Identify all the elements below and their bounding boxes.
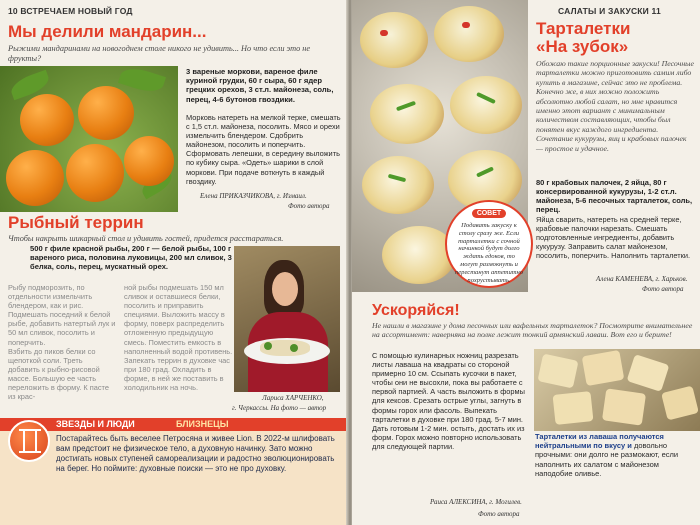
author-tartlets: Алена КАМЕНЕВА, г. Харьков. [596, 275, 688, 283]
horoscope-heading-bar [0, 418, 348, 431]
horoscope-text: Постарайтесь быть веселее Петросяна и живее Lion. В 2022-м шлифовать вам предстоит не физическое тело, а духовную начинку. Зато можно достигать новых ступеней самореализации и радостно эволюционировать на берег. Но поймите: духовные поиски — это не про духовку. [56, 434, 335, 473]
article-lead-mandarin: Рыжими мандаринами на новогоднем столе никого не удивить... Но что если это не фрукты? [8, 44, 311, 63]
horoscope-heading-sign: БЛИЗНЕЦЫ [176, 419, 229, 429]
article-lead-terrine: Чтобы накрыть шикарный стол и удивить гостей, придется расстараться. [8, 234, 284, 243]
left-page [0, 0, 348, 525]
author-photo [234, 246, 340, 392]
author-speedup: Раиса АЛЕКСИНА, г. Могилев. [430, 498, 522, 506]
article-title-terrine: Рыбный террин [8, 213, 144, 232]
article-lead-speedup: Не нашли в магазине у дома песочных или вафельных тарталеток? Посмотрите внимательнее на ассортимент: наверняка на полке лежит тонкий армянский лаваш. Вот его и берите! [372, 321, 693, 340]
horoscope-heading-left: ЗВЕЗДЫ И ЛЮДИ [56, 419, 135, 429]
article-title-mandarin: Мы делили мандарин... [8, 22, 207, 41]
lavash-note-bold: Тарталетки из лаваша получаются нейтральными по вкусу и [535, 432, 664, 451]
advice-bubble [445, 200, 533, 288]
recipe-text-terrine-col1: Рыбу подморозить, по отдельности измельчить блендером, как и рис. Подмешать поседний к белой рыбе, добавить натертый лук и 50 мл сливок, посолить и поперчить. Взбить до пиков белки со щепоткой соли. Треть добавить к рыбно-рисовой массе. Большую ее часть переложить в форму. К пасте из крас- [8, 283, 116, 402]
recipe-text-tartlets: Яйца сварить, натереть на средней терке, крабовые палочки нарезать. Смешать подготовленные ингредиенты, добавить кукурузу. Заправить салат майонезом, посолить, поперчить. Наполнить тарталетки. [536, 215, 691, 261]
advice-tag: СОВЕТ [472, 209, 506, 218]
article-title-tartlets-line2: «На зубок» [536, 37, 629, 56]
recipe-text-mandarin: Морковь натереть на мелкой терке, смешать с 1,5 ст.л. майонеза, посолить. Мясо и орехи измельчить блендером. Сдобрить майонезом, посолить и поперчить. Сформовать лепешки, в середину выложить по кубику сыра. «Одеть» шарики в слой моркови. При подаче воткнуть в каждый гвоздику. [186, 113, 341, 186]
advice-text: Подавать закуску к столу сразу же. Если тарталетки с сочной начинкой будут долго ждать едоков, то могут размокнуть и перестанут аппетитно похрустывать. [454, 222, 524, 284]
author-mandarin: Елена ПРИКАЗЧИКОВА, г. Измаил. [200, 192, 307, 200]
photo-credit-tartlets: Фото автора [642, 285, 684, 293]
ingredients-tartlets: 80 г крабовых палочек, 2 яйца, 80 г консервированной кукурузы, 1-2 ст.л. майонеза, 5-6 песочных тарталеток, соль, перец. [536, 178, 693, 215]
photo-credit-mandarin: Фото автора [288, 202, 330, 210]
recipe-text-speedup: С помощью кулинарных ножниц разрезать листы лаваша на квадраты со стороной примерно 10 см. Ссыпать кусочки в пакет, чтобы они не высохли, пока вы работаете с первой партией. А часть выложить в формы для кексов. Срезать острые углы, загнуть в формы горох или фасоль. Выпекать тарталетки в духовке при 180 град. 5-7 мин. Дать готовым 1-2 мин. остыть, достать их из форм. Горох можно повторно использовать для следующей партии. [372, 351, 525, 451]
ingredients-terrine: 500 г филе красной рыбы, 200 г — белой рыбы, 100 г вареного риса, половина луковицы, 200 мл сливок, 3 белка, соль, перец, мускатный орех. [30, 244, 232, 272]
author-terrine: Лариса ХАРЧЕНКО, [262, 394, 324, 402]
photo-credit-speedup: Фото автора [478, 510, 520, 518]
article-title-speedup: Ускоряйся! [372, 302, 460, 319]
right-page [352, 0, 700, 525]
running-head-left: 10 ВСТРЕЧАЕМ НОВЫЙ ГОД [8, 6, 133, 16]
article-title-tartlets-line1: Тарталетки [536, 19, 631, 38]
horoscope-box [0, 418, 348, 525]
recipe-text-terrine-col2: ной рыбы подмешать 150 мл сливок и оставшиеся белки, посолить и приправить специями. Выложить массу в форму, поверх распределить отложенную предыдущую смесь. Поместить емкость в наполненный водой противень. Запекать террин в духовке час при 180 град. Охладить в форме, в ней же поставить в холодильник на ночь. [124, 283, 233, 393]
running-head-right: САЛАТЫ И ЗАКУСКИ 11 [558, 6, 661, 16]
mandarin-photo [0, 66, 178, 212]
lavash-photo [534, 349, 700, 431]
lavash-note [535, 432, 700, 516]
author-city-terrine: г. Черкассы. На фото — автор [232, 404, 327, 412]
lavash-note-rest: довольно прочными: они долго не размокают, если наполнить их салатом с майонезом наподобие оливье. [535, 441, 679, 478]
article-lead-tartlets: Обожаю такие порционные закуски! Песочные тарталетки можно приготовить самим либо купить в магазине, сейчас это не проблема. Конечно же, в них можно положить абсолютно любой салат, но мне нравится именно этот вариант с минимальным количеством составляющих, чтобы был понятен вкус каждого ингредиента. Сочетание кукурузы, яиц и крабовых палочек — простое и удачное. [536, 59, 694, 153]
gemini-emblem-icon [8, 420, 50, 462]
ingredients-mandarin: 3 вареные моркови, вареное филе куриной грудки, 60 г сыра, 60 г ядер грецких орехов, 3 ст.л. майонеза, соль, перец, 4-6 бутонов гвоздики. [186, 67, 334, 104]
